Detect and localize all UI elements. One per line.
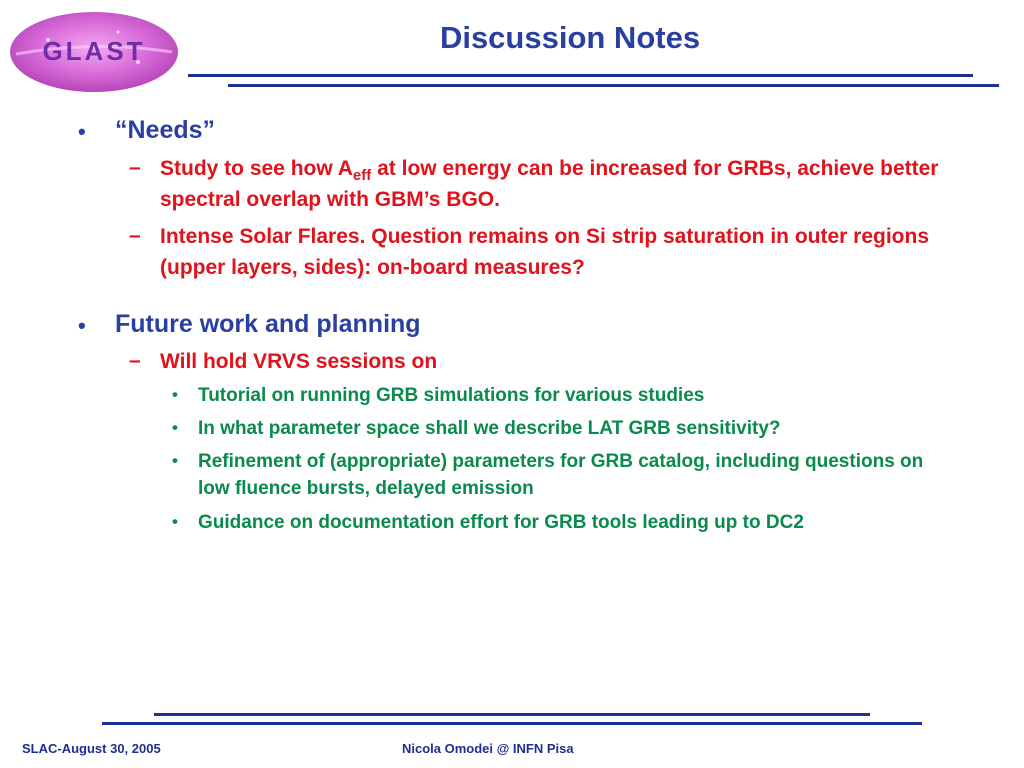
bullet-marker: •: [172, 418, 178, 437]
dash-marker: –: [129, 224, 141, 247]
footer-presenter: Nicola Omodei @ INFN Pisa: [402, 741, 574, 756]
dash-marker: –: [129, 349, 141, 372]
dash-marker: –: [129, 156, 141, 179]
needs-item-aeff: [160, 153, 960, 215]
header-rule-top: [188, 74, 973, 77]
future-subitem-parameter-space: In what parameter space shall we describe LAT GRB sensitivity?: [198, 418, 781, 439]
bullet-marker: •: [78, 119, 86, 144]
needs-item-aeff-sub: eff: [352, 167, 372, 185]
footer-rule-bottom: [102, 722, 922, 725]
bullet-marker: •: [172, 512, 178, 531]
slide-title: Discussion Notes: [439, 20, 701, 55]
footer-rule-top: [154, 713, 870, 716]
header-rule-bottom: [228, 84, 999, 87]
needs-item-aeff-pre: Study to see how A: [160, 157, 353, 180]
bullet-marker: •: [172, 451, 178, 470]
future-subitem-tutorial: Tutorial on running GRB simulations for various studies: [198, 385, 705, 406]
future-subitem-refinement: Refinement of (appropriate) parameters for GRB catalog, including questions on low fluence bursts, delayed emission: [198, 451, 924, 499]
bullet-needs: “Needs”: [115, 116, 216, 144]
bullet-future: Future work and planning: [115, 310, 421, 338]
footer-date: SLAC-August 30, 2005: [22, 741, 161, 756]
bullet-marker: •: [78, 313, 86, 338]
future-subitem-guidance: Guidance on documentation effort for GRB tools leading up to DC2: [198, 512, 804, 533]
needs-item-solar: Intense Solar Flares. Question remains on Si strip saturation in outer regions (upper layers, sides): on-board measures?: [160, 225, 930, 279]
glast-logo-graphic: [8, 10, 180, 94]
logo-text: GLAST: [42, 36, 146, 66]
future-item-vrvs: Will hold VRVS sessions on: [160, 350, 438, 373]
needs-item-aeff-post: at low energy can be increased for GRBs, achieve better spectral overlap with GBM’s BGO.: [160, 157, 939, 211]
bullet-marker: •: [172, 385, 178, 404]
glast-logo: [8, 10, 180, 94]
